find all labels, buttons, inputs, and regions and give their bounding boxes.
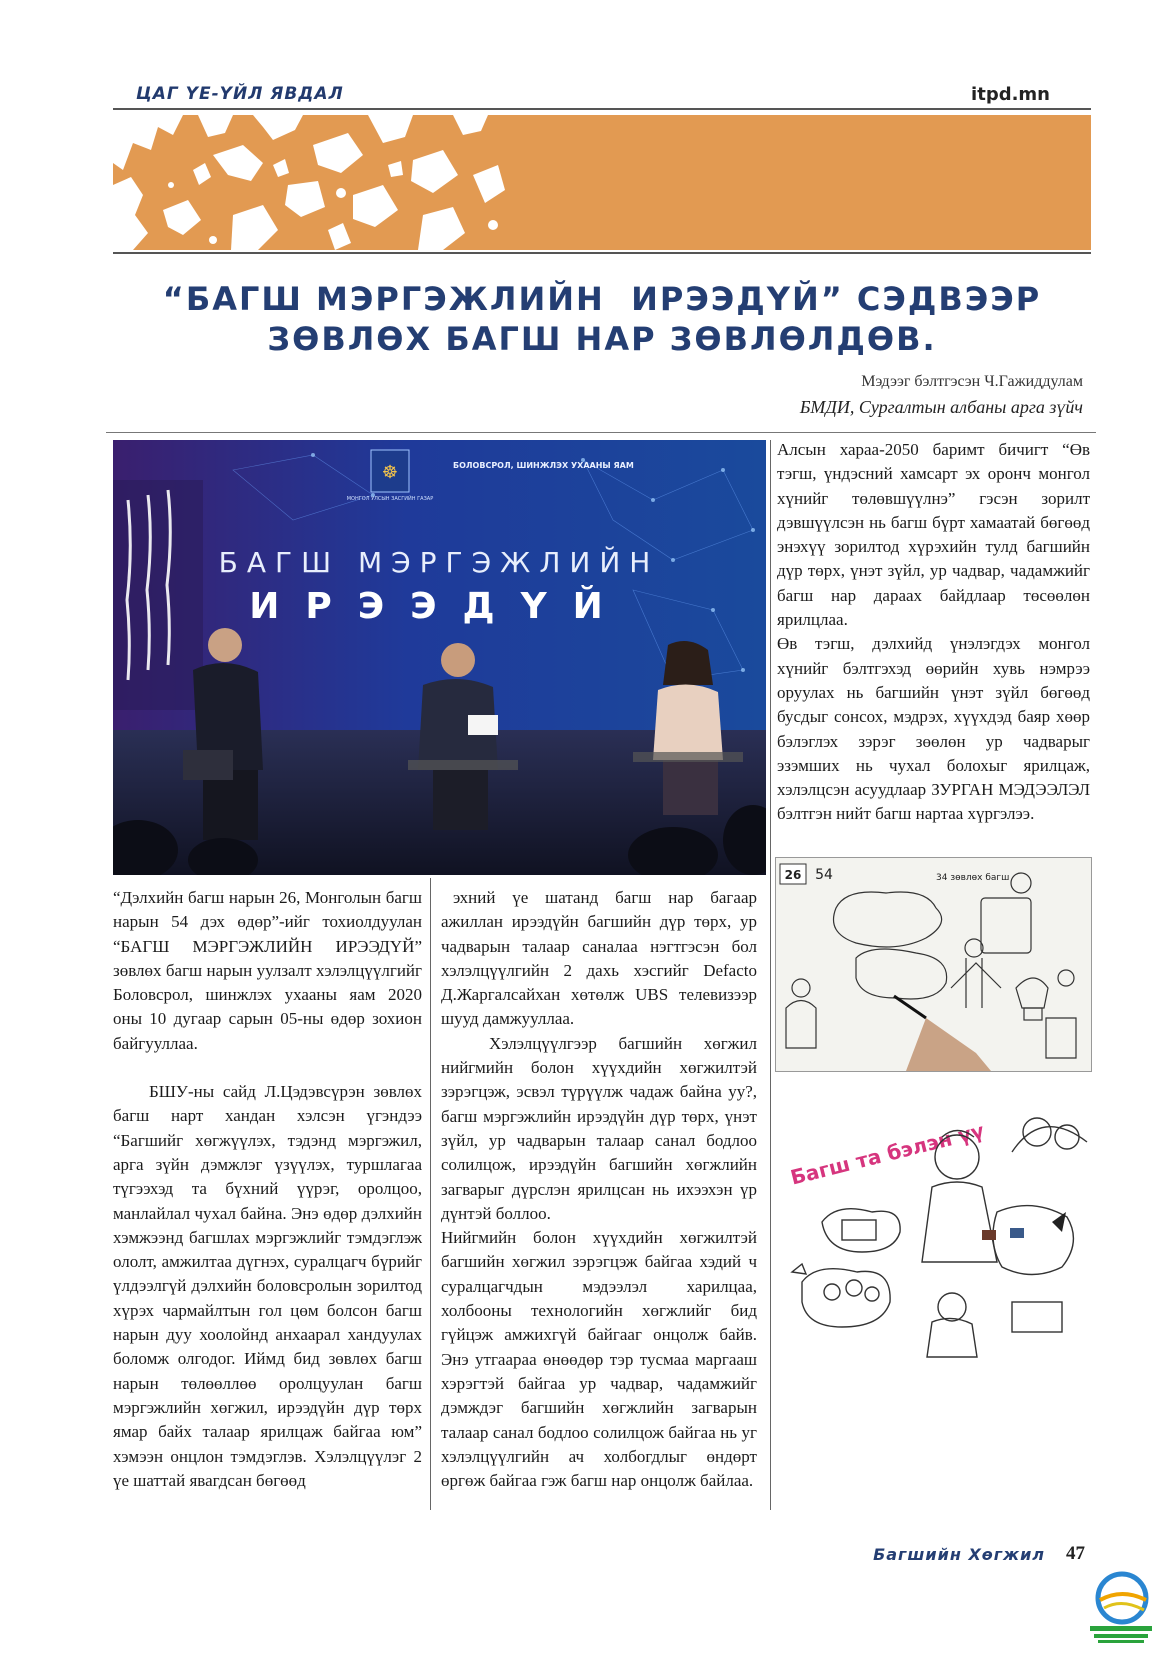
article-headline	[113, 279, 1091, 359]
col2-paragraph-3: Нийгмийн болон хүүхдийн хөгжилтэй багшийн хөгжил зэрэгцэж байгаа хэдий ч суралцагчдын мэдээлэл харилцаа, холбооны технологийн хөгжлийг бид гүйцэж амжихгүй байгааг онцолж байв. Энэ утгаараа өнөөдөр тэр тусмаа маргааш хэрэгтэй байгаа ур чадвар, чадамжийг дэмждэг багшийн хөгжлийн загварын талаар санал бодлоо солилцож байгаа нь уг хэлэлцүүлгийн ач холбогдлыг өндөрт өргөж байгаа гэж багш нар онцолж байлаа.	[441, 1228, 757, 1491]
institute-logo	[1086, 1568, 1156, 1646]
site-url[interactable]: itpd.mn	[971, 84, 1050, 105]
teacher-illustration-graphic	[782, 1102, 1092, 1364]
magazine-title: Багшийн Хөгжил	[873, 1545, 1045, 1564]
banner-rule	[113, 252, 1091, 254]
column-1	[113, 886, 422, 1493]
sketch-label: 34 зөвлөх багш	[936, 873, 1010, 883]
col3-paragraph-1: Алсын хараа-2050 баримт бичигт “Өв тэгш, үндэсний хамсарт эх оронч монгол хүнийг төлөвшүүлнэ” гэсэн зорилт дэвшүүлсэн нь багш бүрт хамаатай бөгөөд энэхүү зорилтод хүрэхийн тулд багшийн дүр төрх, үнэт зүйл, ур чадвар, чадамжийг багш нар дараах байдлаар төсөөлөн ярилцлаа.	[777, 440, 1090, 630]
ministry-text: БОЛОВСРОЛ, ШИНЖЛЭХ УХААНЫ ЯАМ	[453, 461, 634, 470]
column-2	[441, 886, 757, 1493]
col1-paragraph-1: “Дэлхийн багш нарын 26, Монголын багш нарын 54 дэх өдөр”-ийг тохиолдуулан “БАГШ МЭРГЭЖЛИЙН ИРЭЭДҮЙ” зөвлөх багш нарын уулзалт хэлэлцүүлгийг Боловсрол, шинжлэх ухааны яам 2020 оны 10 дугаар сарын 05-ны өдөр зохион байгууллаа.	[113, 888, 422, 1053]
byline-author: Мэдээг бэлтгэсэн Ч.Гажиддулам	[861, 373, 1083, 390]
screen-line-1: БАГШ МЭРГЭЖЛИЙН	[218, 546, 660, 579]
section-label: ЦАГ ҮЕ-ҮЙЛ ЯВДАЛ	[136, 84, 344, 104]
sketch-num-1: 26	[784, 868, 802, 882]
body-rule	[106, 432, 1096, 433]
column-divider-right	[770, 440, 771, 1510]
col2-paragraph-1: эхний үе шатанд багш нар багаар ажиллан ирээдүйн багшийн дүр төрх, ур чадварын талаар саналаа нэгтгэсэн бол хэлэлцүүлгийн 2 дахь хэсгийг Defacto Д.Жаргалсайхан хөтөлж UBS телевизээр шууд дамжууллаа.	[441, 888, 757, 1029]
headline-line-2: ЗӨВЛӨХ БАГШ НАР ЗӨВЛӨЛДӨВ.	[267, 320, 937, 358]
teacher-illustration	[782, 1102, 1092, 1364]
header-rule	[113, 108, 1091, 110]
col1-paragraph-2: БШУ-ны сайд Л.Цэдэвсүрэн зөвлөх багш нарт хандан хэлсэн үгэндээ “Багшийг хөгжүүлэх, тэдэнд мэргэжил, арга зүйн дэмжлэг үзүүлэх, туршлагаа түгээхэд та бүхний үүрэг, оролцоо, манлайлал чухал байна. Энэ өдөр дэлхийн хэмжээнд багшлах мэргэжлийг тэмдэглэж ололт, амжилтаа дүгнэх, суралцагч бүрийг үлдээлгүй дэлхийн боловсролын зорилтод хүрэх чармайлтын гол цөм болсон багш нарын дуу хоолойнд анхаарал хандуулах боломж олгодог. Иймд бид зөвлөх багш нарын төлөөллөө оролцуулан багш мэргэжлийн хөгжил, ирээдүйн дүр төрх ямар байх талаар ярилцаж байгаа юм” хэмээн онцлон тэмдэглэв. Хэлэлцүүлэг 2 үе шаттай явагдсан бөгөөд	[113, 1082, 422, 1490]
sketch-num-2: 54	[815, 867, 833, 883]
banner-pattern	[113, 115, 1091, 250]
column-divider-left	[430, 878, 431, 1510]
headline-line-1: “БАГШ МЭРГЭЖЛИЙН ИРЭЭДҮЙ” СЭДВЭЭР	[162, 280, 1042, 318]
svg-text:☸: ☸	[381, 462, 399, 483]
header-banner	[113, 115, 1091, 250]
page-number: 47	[1066, 1543, 1085, 1564]
sketchnote-graphic	[776, 858, 1091, 1071]
illustration-caption: Багш та бэлэн үү	[788, 1118, 987, 1190]
emblem-caption: МОНГОЛ УЛСЫН ЗАСГИЙН ГАЗАР	[346, 496, 434, 502]
logo-icon	[1086, 1568, 1156, 1646]
col2-paragraph-2: Хэлэлцүүлгээр багшийн хөгжил нийгмийн болон хүүхдийн хөгжилтэй зэрэгцэж, эсвэл түрүүлж чадаж байна уу?, багш мэргэжлийн ирээдүйн дүр төрх, үнэт зүйл, ур чадварын талаар санал бодлоо солилцож, ирээдүйн багшийн хөгжлийн загварыг дүрслэн ярилцсан нь ихээхэн үр дүнтэй боллоо.	[441, 1033, 757, 1223]
sketchnote-image	[775, 857, 1092, 1072]
col3-paragraph-2: Өв тэгш, дэлхийд үнэлэгдэх монгол хүнийг бэлтгэхэд өөрийн хувь нэмрээ оруулах нь багшийн үнэт зүйл бөгөөд бусдыг сонсох, мэдрэх, хүүхдэд баяр хөөр бэлэглэх зэрэг зөөлөн ур чадварыг эзэмших нь чухал болохыг ярилцаж, хэлэлцсэн асуудлаар ЗУРГАН МЭДЭЭЛЭЛ бэлтгэн нийт багш нартаа хүргэлээ.	[777, 634, 1090, 824]
event-photo	[113, 440, 766, 875]
column-3	[777, 438, 1090, 827]
event-photo-graphic	[113, 440, 766, 875]
byline-role: БМДИ, Сургалтын албаны арга зүйч	[799, 397, 1083, 417]
screen-line-2: ИРЭЭДҮЙ	[249, 586, 629, 627]
